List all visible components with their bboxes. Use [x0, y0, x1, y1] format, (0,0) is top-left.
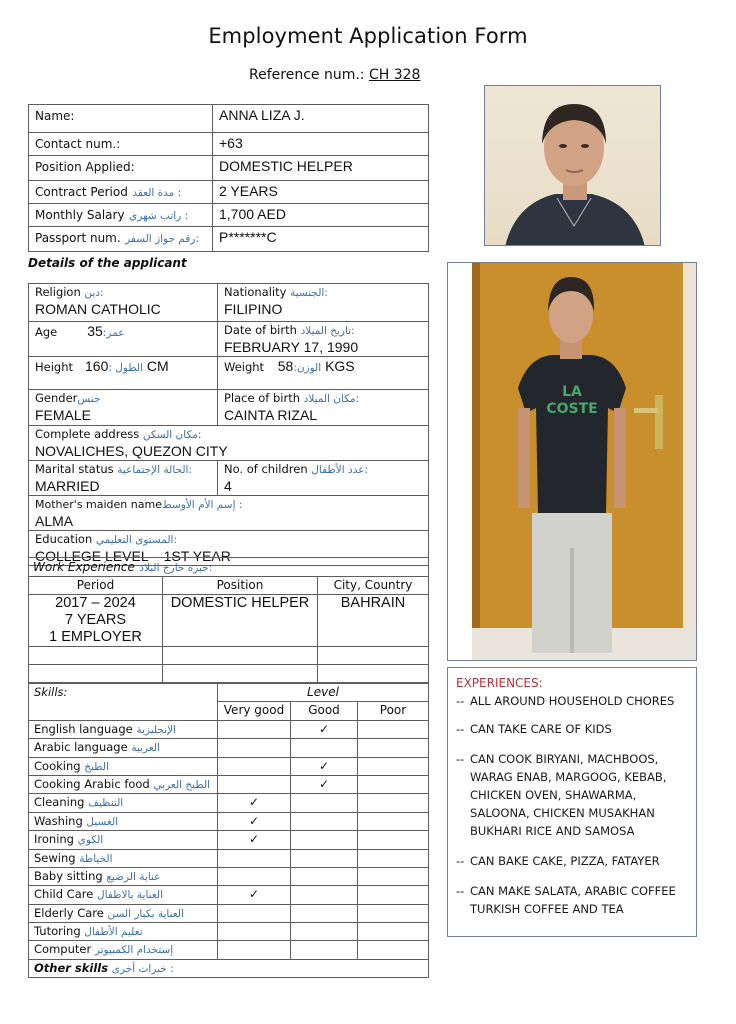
height-value: 160 CM: [85, 358, 169, 374]
period-years: 7 YEARS: [65, 612, 126, 628]
experience-item: [456, 692, 688, 710]
skill-name-ar: الكوي: [77, 834, 104, 847]
shirt-text-bottom: COSTE: [546, 401, 598, 417]
skill-level-cell: [218, 923, 291, 941]
skill-name: Computer: [34, 942, 92, 957]
skill-name: Sewing: [34, 850, 76, 865]
field-value-cell: [213, 133, 429, 156]
dob-label: Date of birth: [224, 323, 297, 337]
field-label-cell: [29, 204, 213, 227]
children-label: No. of children: [224, 462, 308, 476]
skill-level-cell: [358, 941, 429, 959]
experience-text: CAN MAKE SALATA, ARABIC COFFEE TURKISH COFFEE AND TEA: [470, 884, 676, 916]
page-title: Employment Application Form: [208, 24, 528, 48]
table-row: [29, 181, 429, 204]
field-label: Name:: [35, 109, 75, 123]
skill-row: [29, 775, 429, 793]
experience-item: [456, 882, 688, 918]
skill-level-cell: [358, 849, 429, 867]
other-skills-label-ar: خبرات أخرى :: [111, 962, 174, 975]
field-value-cell: [213, 156, 429, 181]
skill-level-cell: [291, 886, 358, 904]
skill-name-ar: الخياطة: [79, 852, 113, 865]
skill-name-cell: [29, 757, 218, 775]
place-of-birth-label-ar: مكان الميلاد:: [303, 393, 360, 405]
field-label-cell: [29, 156, 213, 181]
table-row: [29, 105, 429, 133]
skill-level-cell: [218, 812, 291, 830]
skill-name-ar: الطبخ العربي: [153, 778, 211, 791]
skill-level-cell: [291, 867, 358, 885]
experience-text: CAN COOK BIRYANI, MACHBOOS, WARAG ENAB, MARGOOG, KEBAB, CHICKEN OVEN, SHAWARMA, SALOONA, CHICKEN MUSAKHAN BUKHARI RICE AND SAMOSA: [470, 752, 667, 838]
level-very-good-header: Very good: [218, 702, 291, 720]
dob-label-ar: تاريخ الميلاد:: [300, 325, 355, 337]
skill-name-ar: العناية بكبار السن: [107, 907, 184, 920]
experience-text: ALL AROUND HOUSEHOLD CHORES: [470, 694, 675, 708]
skill-name-cell: [29, 775, 218, 793]
skill-name: Arabic language: [34, 740, 128, 755]
skill-row: [29, 812, 429, 830]
skill-level-cell: [291, 849, 358, 867]
skill-level-cell: [291, 775, 358, 793]
period-value: 2017 – 2024: [55, 595, 136, 611]
field-value: +63: [219, 135, 243, 151]
other-skills-cell: [29, 959, 429, 977]
other-skills-row: [29, 959, 429, 977]
field-value-cell: [213, 105, 429, 133]
field-value: 2 YEARS: [219, 183, 278, 199]
skill-row: [29, 739, 429, 757]
dash-bullet: --: [456, 884, 465, 898]
check-mark-icon: ✓: [318, 776, 330, 791]
place-of-birth-label: Place of birth: [224, 391, 300, 405]
skill-name-cell: [29, 867, 218, 885]
marital-label-ar: الحالة الإجتماعية:: [117, 464, 193, 476]
skill-name: Cleaning: [34, 795, 85, 810]
religion-cell: [29, 284, 218, 322]
field-label: Contact num.:: [35, 137, 121, 151]
field-value: ANNA LIZA J.: [219, 107, 305, 123]
table-row: [29, 647, 429, 665]
skill-level-cell: [291, 794, 358, 812]
skill-name-cell: [29, 849, 218, 867]
skill-row: [29, 794, 429, 812]
shirt-text-top: LA: [562, 384, 582, 400]
gender-value: FEMALE: [35, 407, 92, 423]
skill-row: [29, 849, 429, 867]
check-mark-icon: ✓: [318, 758, 330, 773]
location-value: [318, 665, 429, 683]
skill-level-cell: [218, 886, 291, 904]
skill-level-cell: [358, 794, 429, 812]
address-value: NOVALICHES, QUEZON CITY: [35, 443, 228, 459]
location-value: BAHRAIN: [318, 595, 429, 647]
height-label: Height: [35, 360, 74, 374]
field-value-cell: [213, 181, 429, 204]
skill-level-cell: [218, 849, 291, 867]
skill-name-cell: [29, 831, 218, 849]
headshot-photo: [484, 85, 661, 246]
skill-name-cell: [29, 739, 218, 757]
work-experience-table: [28, 557, 429, 683]
dash-bullet: --: [456, 752, 465, 766]
experiences-title: EXPERIENCES:: [456, 676, 543, 690]
skill-level-cell: [358, 886, 429, 904]
skill-level-cell: [291, 923, 358, 941]
skill-name-cell: [29, 904, 218, 922]
skill-level-cell: [358, 867, 429, 885]
full-body-photo: [447, 262, 697, 661]
skill-name: Cooking Arabic food: [34, 776, 150, 791]
skill-level-cell: [358, 739, 429, 757]
skill-row: [29, 886, 429, 904]
level-good-header: Good: [291, 702, 358, 720]
reference-value: CH 328: [368, 67, 421, 83]
dob-cell: [218, 322, 429, 357]
skill-level-cell: [291, 831, 358, 849]
weight-label: Weight: [224, 360, 265, 374]
skill-row: [29, 720, 429, 738]
skill-name: English language: [34, 721, 133, 736]
dash-bullet: --: [456, 854, 465, 868]
period-employers: 1 EMPLOYER: [49, 629, 142, 645]
height-label-ar: الطول :: [108, 362, 144, 374]
skill-name-ar: إستخدام الكمبيوتر: [94, 944, 174, 957]
skill-level-cell: [218, 775, 291, 793]
column-period: Period: [29, 577, 163, 595]
skill-name: Child Care: [34, 887, 94, 902]
details-table: [28, 283, 429, 566]
skill-name-ar: تعليم الأطفال: [84, 926, 143, 939]
dob-value: FEBRUARY 17, 1990: [224, 339, 359, 355]
skill-name-ar: العربية: [131, 742, 161, 755]
marital-value: MARRIED: [35, 478, 100, 494]
marital-cell: [29, 461, 218, 496]
weight-cell: [218, 357, 429, 390]
experience-item: [456, 852, 688, 870]
details-section-title: Details of the applicant: [28, 256, 187, 270]
skill-name-cell: [29, 794, 218, 812]
field-value-cell: [213, 227, 429, 252]
education-value: COLLEGE LEVEL – 1ST YEAR: [35, 548, 231, 564]
check-mark-icon: ✓: [248, 832, 260, 847]
education-label-ar: المستوى التعليمي:: [95, 534, 177, 546]
level-header: Level: [218, 684, 429, 702]
check-mark-icon: ✓: [318, 721, 330, 736]
field-label-cell: [29, 227, 213, 252]
experiences-box: [447, 667, 697, 937]
table-row: [29, 595, 429, 647]
table-row: [29, 204, 429, 227]
field-value: 1,700 AED: [219, 206, 286, 222]
children-value: 4: [224, 478, 232, 494]
field-label: Position Applied:: [35, 160, 135, 174]
skill-row: [29, 923, 429, 941]
full-body-image: [448, 263, 697, 661]
experience-item: [456, 720, 688, 738]
weight-label-ar: الوزن:: [293, 362, 322, 374]
skill-name-cell: [29, 941, 218, 959]
period-cell: [29, 595, 163, 647]
other-skills-label: Other skills: [34, 960, 109, 975]
period-value: [29, 665, 163, 683]
skill-level-cell: [358, 904, 429, 922]
field-label-ar: رقم جواز السفر:: [125, 233, 199, 245]
work-experience-title-ar: خبرة خارج البلاد:: [139, 562, 213, 574]
skill-level-cell: [358, 775, 429, 793]
address-label-ar: مكان السكن:: [142, 429, 202, 441]
age-label-ar: عمر:: [102, 327, 125, 339]
field-label: Passport num.: [35, 231, 121, 245]
skill-level-cell: [291, 739, 358, 757]
field-label-ar: مدة العقد :: [132, 187, 182, 199]
table-row: [29, 133, 429, 156]
skill-level-cell: [218, 794, 291, 812]
skill-level-cell: [358, 831, 429, 849]
nationality-cell: [218, 284, 429, 322]
experience-text: CAN BAKE CAKE, PIZZA, FATAYER: [470, 854, 660, 868]
level-poor-header: Poor: [358, 702, 429, 720]
field-label-ar: راتب شهري :: [129, 210, 189, 222]
gender-label-ar: جنس: [77, 393, 101, 405]
children-label-ar: عدد الأطفال:: [311, 464, 369, 476]
skill-name: Ironing: [34, 832, 74, 847]
skill-name: Elderly Care: [34, 905, 104, 920]
skill-level-cell: [358, 812, 429, 830]
children-cell: [218, 461, 429, 496]
skill-row: [29, 831, 429, 849]
skill-name-ar: العناية بالاطفال: [96, 889, 163, 902]
place-of-birth-value: CAINTA RIZAL: [224, 407, 318, 423]
place-of-birth-cell: [218, 390, 429, 426]
skill-row: [29, 867, 429, 885]
skill-name-ar: عناية الرضيع: [106, 870, 161, 883]
column-location: City, Country: [318, 577, 429, 595]
dash-bullet: --: [456, 722, 465, 736]
skill-name-cell: [29, 812, 218, 830]
skill-level-cell: [218, 831, 291, 849]
position-value: [163, 647, 318, 665]
skill-level-cell: [291, 904, 358, 922]
mother-label: Mother's maiden name: [35, 498, 162, 511]
column-position: Position: [163, 577, 318, 595]
experience-item: [456, 750, 688, 840]
table-row: [29, 227, 429, 252]
skill-level-cell: [291, 812, 358, 830]
skill-level-cell: [218, 941, 291, 959]
field-value-cell: [213, 204, 429, 227]
height-cell: [29, 357, 218, 390]
gender-label: Gender: [35, 391, 78, 405]
skill-level-cell: [218, 867, 291, 885]
skill-row: [29, 941, 429, 959]
mother-value: ALMA: [35, 513, 74, 529]
nationality-value: FILIPINO: [224, 301, 283, 317]
skill-name: Tutoring: [34, 924, 81, 939]
basic-info-table: [28, 104, 429, 252]
skill-name-ar: الإنجليزية: [136, 723, 176, 736]
field-label: Contract Period: [35, 185, 128, 199]
field-value: P*******C: [219, 229, 277, 245]
skill-name-ar: الطبخ: [84, 760, 109, 773]
field-label-cell: [29, 133, 213, 156]
skill-name: Baby sitting: [34, 868, 103, 883]
religion-label-ar: دين:: [84, 287, 104, 299]
skill-row: [29, 757, 429, 775]
mother-cell: [29, 496, 429, 531]
skill-name-cell: [29, 720, 218, 738]
address-label: Complete address: [35, 427, 140, 441]
check-mark-icon: ✓: [248, 813, 260, 828]
reference-number: [249, 67, 420, 83]
reference-label: Reference num.:: [249, 67, 365, 83]
skill-name-cell: [29, 923, 218, 941]
skill-level-cell: [358, 923, 429, 941]
nationality-label: Nationality: [224, 285, 287, 299]
marital-label: Marital status: [35, 462, 114, 476]
address-cell: [29, 426, 429, 461]
skill-level-cell: [218, 720, 291, 738]
skill-name: Washing: [34, 813, 83, 828]
age-cell: [29, 322, 218, 357]
skill-level-cell: [291, 757, 358, 775]
skills-table: [28, 683, 429, 978]
skill-level-cell: [358, 720, 429, 738]
skills-title: Skills:: [29, 684, 218, 721]
dash-bullet: --: [456, 694, 465, 708]
field-label: Monthly Salary: [35, 208, 125, 222]
field-value: DOMESTIC HELPER: [219, 158, 353, 174]
location-value: [318, 647, 429, 665]
table-row: [29, 156, 429, 181]
field-label-cell: [29, 181, 213, 204]
work-experience-title-cell: [29, 558, 429, 577]
skill-name: Cooking: [34, 758, 81, 773]
skill-level-cell: [291, 720, 358, 738]
period-value: [29, 647, 163, 665]
education-label: Education: [35, 532, 93, 546]
religion-value: ROMAN CATHOLIC: [35, 301, 161, 317]
gender-cell: [29, 390, 218, 426]
work-experience-title: Work Experience: [33, 560, 135, 574]
religion-label: Religion: [35, 285, 81, 299]
position-value: [163, 665, 318, 683]
skill-level-cell: [218, 904, 291, 922]
skill-name-ar: التنظيف: [88, 797, 124, 810]
skill-level-cell: [218, 757, 291, 775]
headshot-image: [485, 86, 661, 246]
nationality-label-ar: الجنسية:: [290, 287, 328, 299]
check-mark-icon: ✓: [248, 795, 260, 810]
skill-row: [29, 904, 429, 922]
mother-label-ar: إسم الأم الأوسط :: [161, 499, 243, 511]
skill-level-cell: [358, 757, 429, 775]
table-row: [29, 665, 429, 683]
age-value: 35: [87, 323, 103, 339]
field-label-cell: [29, 105, 213, 133]
position-value: DOMESTIC HELPER: [163, 595, 318, 647]
age-label: Age: [35, 325, 58, 339]
experience-text: CAN TAKE CARE OF KIDS: [470, 722, 612, 736]
weight-value: 58 KGS: [277, 358, 355, 374]
check-mark-icon: ✓: [248, 887, 260, 902]
skill-level-cell: [291, 941, 358, 959]
skill-name-cell: [29, 886, 218, 904]
skill-name-ar: الغسيل: [86, 815, 119, 828]
skill-level-cell: [218, 739, 291, 757]
